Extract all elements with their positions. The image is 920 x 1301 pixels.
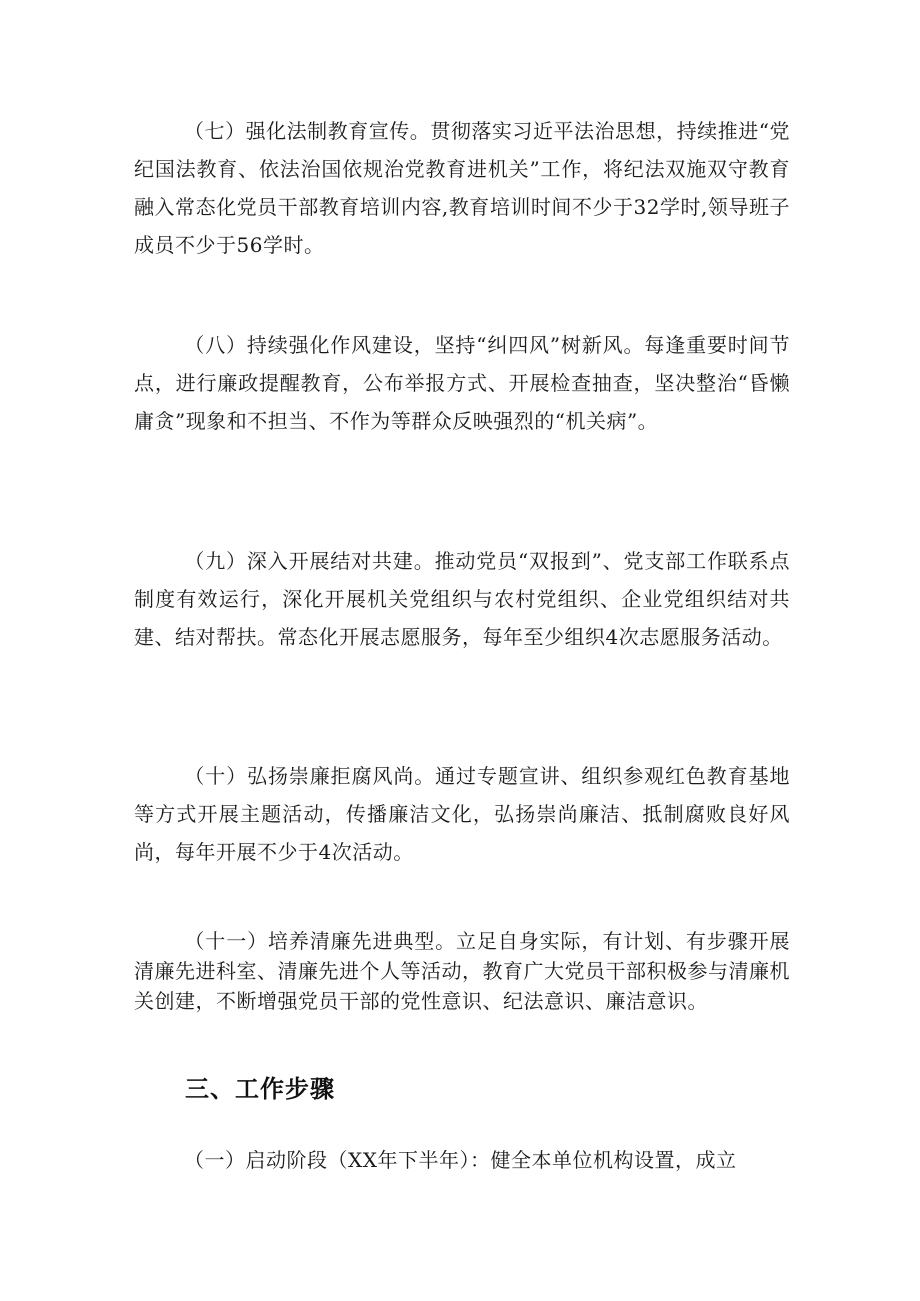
paragraph-9-joint-building xyxy=(134,542,790,656)
paragraph-text: （十）弘扬崇廉拒腐风尚。通过专题宣讲、组织参观红色教育基地等方式开展主题活动，传播廉洁文化，弘扬崇尚廉洁、抵制腐败良好风尚，每年开展不少于4次活动。 xyxy=(134,764,790,864)
section-heading-work-steps: 三、工作步骤 xyxy=(185,1075,335,1103)
paragraph-7-legal-education xyxy=(134,112,790,264)
paragraph-step-1-launch xyxy=(134,1141,790,1179)
paragraph-10-integrity-culture xyxy=(134,757,790,871)
paragraph-text: （七）强化法制教育宣传。贯彻落实习近平法治思想，持续推进“党纪国法教育、依法治国依规治党教育进机关”工作，将纪法双施双守教育融入常态化党员干部教育培训内容,教育培训时间不少于32学时,领导班子成员不少于56学时。 xyxy=(134,119,790,257)
paragraph-8-work-style xyxy=(134,326,790,440)
paragraph-text: （十一）培养清廉先进典型。立足自身实际，有计划、有步骤开展清廉先进科室、清廉先进个人等活动，教育广大党员干部积极参与清廉机关创建，不断增强党员干部的党性意识、纪法意识、廉洁意识。 xyxy=(134,929,790,1013)
paragraph-text: （九）深入开展结对共建。推动党员“双报到”、党支部工作联系点制度有效运行，深化开展机关党组织与农村党组织、企业党组织结对共建、结对帮扶。常态化开展志愿服务，每年至少组织4次志愿服务活动。 xyxy=(134,549,790,649)
paragraph-text: （一）启动阶段（XX年下半年）：健全本单位机构设置，成立 xyxy=(184,1148,737,1172)
paragraph-11-integrity-models xyxy=(134,926,790,1016)
paragraph-text: （八）持续强化作风建设，坚持“纠四风”树新风。每逢重要时间节点，进行廉政提醒教育，公布举报方式、开展检查抽查，坚决整治“昏懒庸贪”现象和不担当、不作为等群众反映强烈的“机关病”。 xyxy=(134,333,790,433)
